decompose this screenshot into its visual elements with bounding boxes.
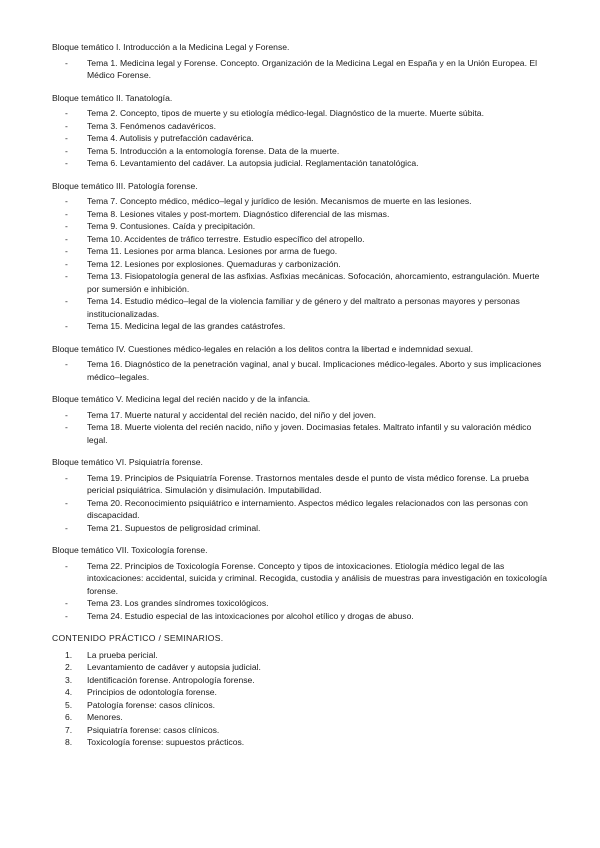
topic-item: - Tema 5. Introducción a la entomología forense. Data de la muerte. xyxy=(65,145,340,156)
practical-item: 7. Psiquiatría forense: casos clínicos. xyxy=(65,724,220,735)
topic-item: - Tema 18. Muerte violenta del recién nacido, niño y joven. Docimasias fetales. Maltrato infantil y su valoración médico legal. xyxy=(65,422,532,445)
block-title: Bloque temático V. Medicina legal del recién nacido y de la infancia. xyxy=(52,394,311,404)
block-2 xyxy=(52,92,547,170)
topic-item: - Tema 11. Lesiones por arma blanca. Lesiones por arma de fuego. xyxy=(65,246,338,256)
block-title: Bloque temático VI. Psiquiatría forense. xyxy=(52,457,203,467)
block-title: Bloque temático III. Patología forense. xyxy=(52,180,198,191)
block-5 xyxy=(52,393,547,446)
practical-item: 1. La prueba pericial. xyxy=(65,649,158,660)
topic-list xyxy=(52,409,547,447)
topic-item: - Tema 17. Muerte natural y accidental del recién nacido, del niño y del joven. xyxy=(65,409,377,420)
block-title: Bloque temático II. Tanatología. xyxy=(52,92,173,103)
topic-item: - Tema 7. Concepto médico, médico–legal y jurídico de lesión. Mecanismos de muerte en las lesiones. xyxy=(65,196,472,206)
topic-item: - Tema 23. Los grandes síndromes toxicológicos. xyxy=(65,598,269,608)
practical-section-title: CONTENIDO PRÁCTICO / SEMINARIOS. xyxy=(52,633,224,643)
block-title: Bloque temático VII. Toxicología forense. xyxy=(52,545,208,555)
topic-item: - Tema 13. Fisiopatología general de las asfixias. Asfixias mecánicas. Sofocación, ahorcamiento, estrangulación. Muerte por sumersión e inhibición. xyxy=(65,271,540,294)
block-title: Bloque temático I. Introducción a la Medicina Legal y Forense. xyxy=(52,42,290,52)
topic-item: - Tema 20. Reconocimiento psiquiátrico e internamiento. Aspectos médico legales relacionados con las personas con discapacidad. xyxy=(65,497,528,520)
topic-list xyxy=(52,107,547,170)
block-3 xyxy=(52,180,547,333)
block-4 xyxy=(52,343,547,384)
block-title: Bloque temático IV. Cuestiones médico-legales en relación a los delitos contra la libertad e indemnidad sexual. xyxy=(52,343,474,354)
topic-list xyxy=(52,57,547,82)
topic-list xyxy=(52,358,547,383)
practical-item: 8. Toxicología forense: supuestos prácticos. xyxy=(65,737,245,747)
topic-item: - Tema 16. Diagnóstico de la penetración vaginal, anal y bucal. Implicaciones médico-legales. Aborto y sus implicaciones médico–legales. xyxy=(65,359,542,382)
topic-item: - Tema 9. Contusiones. Caída y precipitación. xyxy=(65,221,256,231)
block-7 xyxy=(52,544,547,622)
topic-item: - Tema 22. Principios de Toxicología Forense. Concepto y tipos de intoxicaciones. Etiología médico legal de las intoxicaciones: accidental, suicida y criminal. Recogida, custodia y análisis de muestras para investigación en toxicología forense. xyxy=(65,560,548,596)
topic-item: - Tema 10. Accidentes de tráfico terrestre. Estudio específico del atropello. xyxy=(65,233,365,244)
topic-item: - Tema 2. Concepto, tipos de muerte y su etiología médico-legal. Diagnóstico de la muerte. Muerte súbita. xyxy=(65,108,484,118)
topic-item: - Tema 19. Principios de Psiquiatría Forense. Trastornos mentales desde el punto de vista médico forense. La prueba pericial psiquiátrica. Simulación y disimulación. Imputabilidad. xyxy=(65,472,529,495)
practical-item: 5. Patología forense: casos clínicos. xyxy=(65,699,216,710)
practical-item: 4. Principios de odontología forense. xyxy=(65,687,217,697)
topic-list xyxy=(52,560,547,623)
practical-item: 6. Menores. xyxy=(65,712,123,722)
topic-item: - Tema 4. Autolisis y putrefacción cadavérica. xyxy=(65,133,254,143)
block-6 xyxy=(52,456,547,534)
practical-list xyxy=(52,649,547,749)
practical-item: 3. Identificación forense. Antropología forense. xyxy=(65,674,255,685)
practical-item: 2. Levantamiento de cadáver y autopsia judicial. xyxy=(65,662,261,672)
topic-item: - Tema 24. Estudio especial de las intoxicaciones por alcohol etílico y drogas de abuso. xyxy=(65,610,414,621)
topic-list xyxy=(52,472,547,535)
topic-item: - Tema 8. Lesiones vitales y post-mortem. Diagnóstico diferencial de las mismas. xyxy=(65,208,390,219)
topic-item: - Tema 15. Medicina legal de las grandes catástrofes. xyxy=(65,321,286,331)
topic-item: - Tema 1. Medicina legal y Forense. Concepto. Organización de la Medicina Legal en España y en la Unión Europea. El Médico Forense. xyxy=(65,57,538,80)
topic-item: - Tema 6. Levantamiento del cadáver. La autopsia judicial. Reglamentación tanatológica. xyxy=(65,158,419,168)
syllabus-content xyxy=(52,41,547,749)
topic-item: - Tema 14. Estudio médico–legal de la violencia familiar y de género y del maltrato a personas mayores y personas institucionalizadas. xyxy=(65,296,520,319)
block-1 xyxy=(52,41,547,82)
topic-item: - Tema 3. Fenómenos cadavéricos. xyxy=(65,120,216,131)
topic-item: - Tema 21. Supuestos de peligrosidad criminal. xyxy=(65,522,261,533)
topic-item: - Tema 12. Lesiones por explosiones. Quemaduras y carbonización. xyxy=(65,258,341,269)
topic-list xyxy=(52,195,547,333)
